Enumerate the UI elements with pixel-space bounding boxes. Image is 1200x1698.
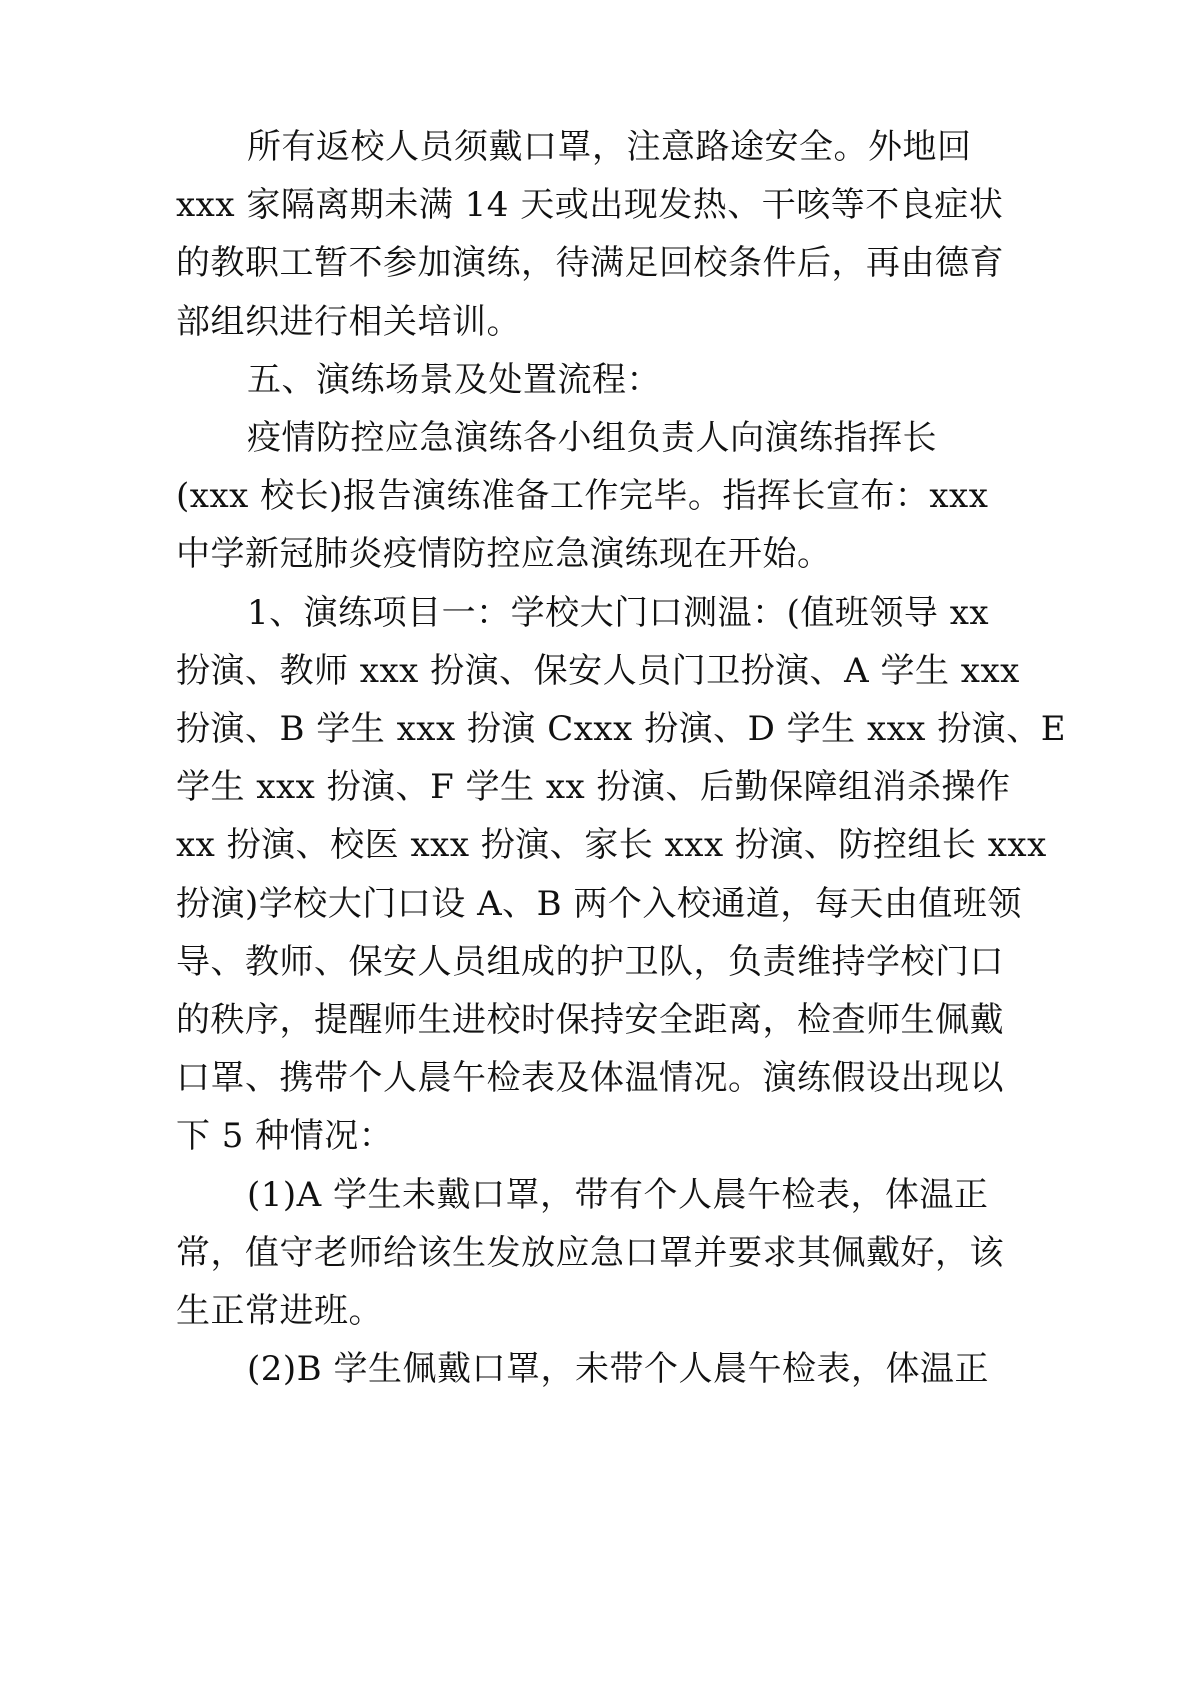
- text-line: 导、教师、保安人员组成的护卫队，负责维持学校门口: [176, 941, 1004, 982]
- text-line: 扮演、B 学生 xxx 扮演 Cxxx 扮演、D 学生 xxx 扮演、E: [176, 709, 1067, 750]
- text-line: 学生 xxx 扮演、F 学生 xx 扮演、后勤保障组消杀操作: [176, 767, 1011, 808]
- text-line: 扮演、教师 xxx 扮演、保安人员门卫扮演、A 学生 xxx: [176, 650, 1020, 691]
- paragraph-case-a: [176, 1166, 1036, 1341]
- document-body: [176, 118, 1067, 1398]
- section-heading-drill-scenario: [176, 351, 1036, 409]
- paragraph-drill-start: [176, 409, 1036, 584]
- text-line: 口罩、携带个人晨午检表及体温情况。演练假设出现以: [176, 1058, 1004, 1099]
- text-line: 下 5 种情况：: [176, 1116, 394, 1157]
- paragraph-drill-item-one: [176, 584, 1067, 1166]
- text-line: 所有返校人员须戴口罩，注意路途安全。外地回: [247, 127, 972, 167]
- text-line: 五、演练场景及处置流程：: [247, 359, 661, 400]
- text-line: 中学新冠肺炎疫情防控应急演练现在开始。: [176, 534, 832, 575]
- paragraph-return-safety: [176, 118, 1036, 351]
- text-line: 1、演练项目一：学校大门口测温：(值班领导 xx: [247, 592, 990, 633]
- paragraph-case-b: [176, 1340, 1036, 1398]
- text-line: 部组织进行相关培训。: [176, 301, 521, 342]
- text-line: 生正常进班。: [176, 1291, 383, 1332]
- text-line: (2)B 学生佩戴口罩，未带个人晨午检表，体温正: [247, 1349, 989, 1390]
- text-line: 的教职工暂不参加演练，待满足回校条件后，再由德育: [176, 243, 1004, 284]
- text-line: 疫情防控应急演练各小组负责人向演练指挥长: [247, 418, 937, 459]
- text-line: 常，值守老师给该生发放应急口罩并要求其佩戴好，该: [176, 1232, 1004, 1273]
- text-line: 扮演)学校大门口设 A、B 两个入校通道，每天由值班领: [176, 883, 1022, 924]
- text-line: (1)A 学生未戴口罩，带有个人晨午检表，体温正: [247, 1174, 989, 1215]
- text-line: (xxx 校长)报告演练准备工作完毕。指挥长宣布：xxx: [176, 476, 989, 517]
- text-line: 的秩序，提醒师生进校时保持安全距离，检查师生佩戴: [176, 1000, 1004, 1041]
- text-line: xx 扮演、校医 xxx 扮演、家长 xxx 扮演、防控组长 xxx: [176, 825, 1047, 866]
- text-line: xxx 家隔离期未满 14 天或出现发热、干咳等不良症状: [176, 185, 1004, 226]
